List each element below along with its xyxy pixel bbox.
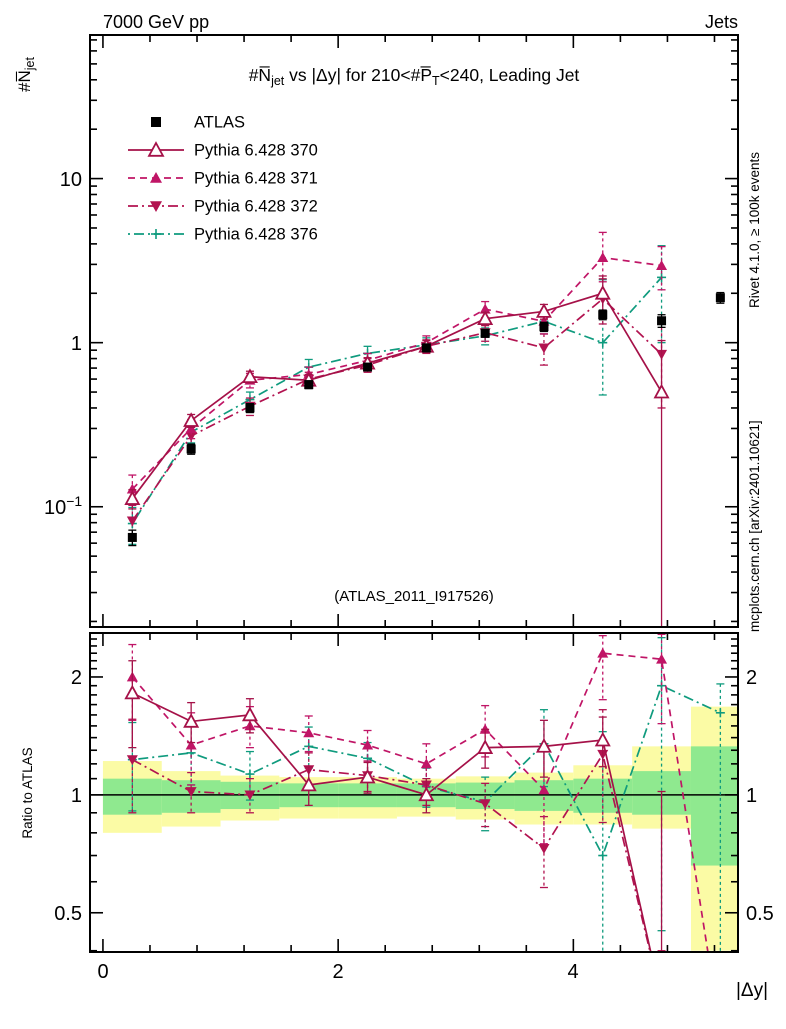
marker-square: [151, 117, 161, 127]
marker-square: [187, 444, 196, 453]
mcplots-credit-label: mcplots.cern.ch [arXiv:2401.10621]: [747, 420, 762, 632]
ytick-main-1: 1: [70, 333, 82, 355]
marker-square: [363, 363, 372, 372]
legend-label: Pythia 6.428 371: [194, 169, 318, 188]
ytick-ratio-right-0p5: 0.5: [746, 903, 774, 925]
marker-square: [422, 343, 431, 352]
x-axis-title: |Δy|: [735, 980, 768, 1001]
plot-title: $\#N̅_{jet}$ vs |Δy| for $210<\#P̅_T<240$, Leading Jet: [248, 65, 580, 88]
xtick-2: 2: [332, 961, 344, 983]
legend-label: ATLAS: [194, 113, 246, 132]
legend-label: Pythia 6.428 370: [194, 141, 318, 160]
rivet-version-label: Rivet 4.1.0, ≥ 100k events: [747, 152, 762, 308]
marker-square: [598, 310, 607, 319]
analysis-group-label: Jets: [704, 12, 738, 32]
legend-label: Pythia 6.428 372: [194, 197, 318, 216]
marker-square: [657, 316, 666, 325]
ytick-ratio-right-1: 1: [746, 785, 758, 807]
marker-square: [539, 322, 548, 331]
xtick-4: 4: [567, 961, 579, 983]
ytick-main-10: 10: [59, 169, 82, 191]
ytick-main-0p1: $10^{-1}$: [44, 493, 83, 519]
y-axis-title-main: $\#N̅_{jet}$: [15, 57, 37, 92]
ytick-ratio-right-2: 2: [746, 667, 758, 689]
marker-square: [481, 329, 490, 338]
watermark-analysis-id: (ATLAS_2011_I917526): [334, 588, 494, 605]
ytick-ratio-left-1: 1: [70, 785, 82, 807]
legend-label: Pythia 6.428 376: [194, 225, 318, 244]
marker-square: [304, 380, 313, 389]
marker-square: [245, 403, 254, 412]
ytick-ratio-left-0p5: 0.5: [54, 903, 82, 925]
y-axis-title-ratio: Ratio to ATLAS: [20, 747, 35, 839]
marker-square: [716, 293, 725, 302]
xtick-0: 0: [97, 961, 109, 983]
marker-square: [128, 533, 137, 542]
beam-energy-label: 7000 GeV pp: [103, 12, 210, 32]
ytick-ratio-left-2: 2: [70, 667, 82, 689]
